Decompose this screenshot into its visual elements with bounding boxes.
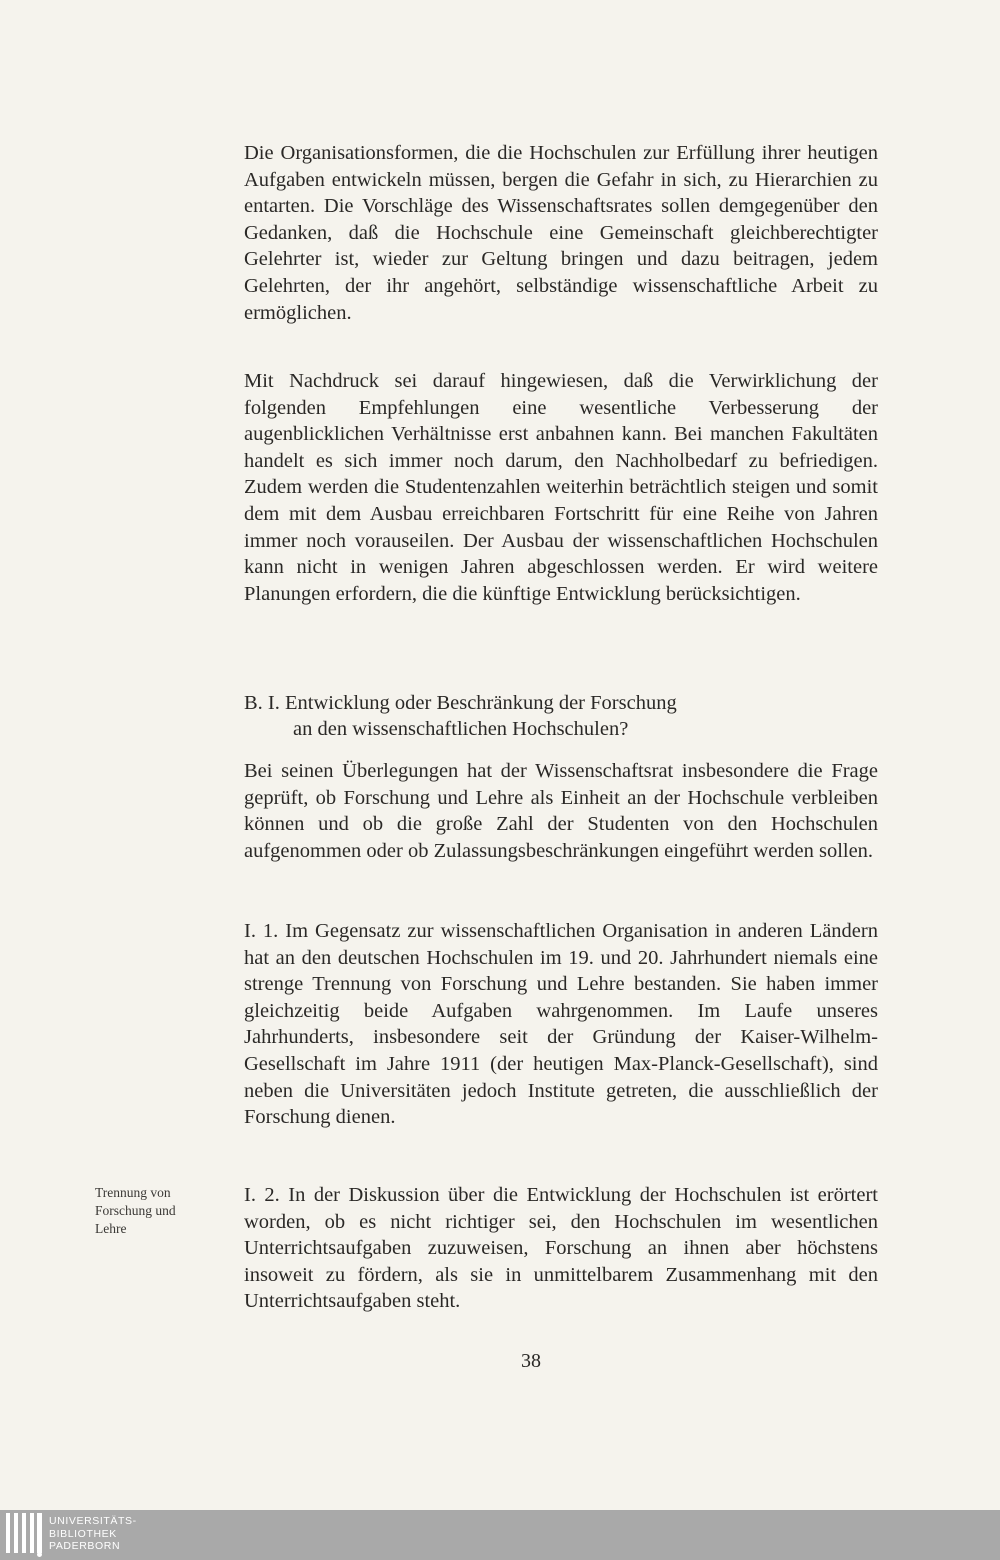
library-name [49, 1515, 137, 1553]
page-number: 38 [521, 1350, 541, 1372]
library-name-line-1: UNIVERSITÄTS- [49, 1515, 137, 1527]
margin-note-line-2: Forschung und [95, 1203, 176, 1218]
margin-note-line-1: Trennung von [95, 1185, 171, 1200]
logo-dot-icon [37, 1552, 42, 1557]
library-name-line-3: PADERBORN [49, 1540, 121, 1552]
section-heading-line-2: an den wissenschaftlichen Hochschulen? [293, 718, 629, 740]
section-heading-b-i [244, 690, 884, 742]
library-name-line-2: BIBLIOTHEK [49, 1527, 117, 1540]
paragraph-organisationsformen: Die Organisationsformen, die die Hochschulen zur Erfüllung ihrer heutigen Aufgaben entwickeln müssen, bergen die Gefahr in sich, zu Hierarchien zu entarten. Die Vorschläge des Wissenschaftsrates sollen demgegenüber den Gedanken, daß die Hochschule eine Gemeinschaft gleichberechtigter Gelehrter ist, wieder zur Geltung bringen und dazu beitragen, jedem Gelehrten, der ihr angehört, selbständige wissenschaftliche Arbeit zu ermöglichen. [244, 142, 878, 324]
margin-note-line-3: Lehre [95, 1221, 127, 1236]
paragraph-i-2: I. 2. In der Diskussion über die Entwicklung der Hochschulen ist erörtert worden, ob es nicht richtiger sei, den Hochschulen im wesentlichen Unterrichtsaufgaben zuzuweisen, Forschung an ihnen aber höchstens insoweit zu fördern, als sie in unmittelbarem Zusammenhang mit den Unterrichtsaufgaben steht. [244, 1184, 878, 1313]
paragraph-nachdruck: Mit Nachdruck sei darauf hingewiesen, daß die Verwirklichung der folgenden Empfehlungen eine wesentliche Verbesserung der augenblicklichen Verhältnisse erst anbahnen kann. Bei manchen Fakultäten handelt es sich immer noch darum, den Nachholbedarf zu befriedigen. Zudem werden die Studentenzahlen weiterhin beträchtlich steigen und somit dem mit dem Ausbau erreichbaren Fortschritt für eine Reihe von Jahren immer noch vorauseilen. Der Ausbau der wissenschaftlichen Hochschulen kann nicht in wenigen Jahren abgeschlossen werden. Er wird weitere Planungen erfordern, die die künftige Entwicklung berücksichtigen. [244, 370, 878, 605]
library-footer-bar [0, 1510, 1000, 1560]
paragraph-i-1: I. 1. Im Gegensatz zur wissenschaftlichen Organisation in anderen Ländern hat an den deutschen Hochschulen im 19. und 20. Jahrhundert niemals eine strenge Trennung von Forschung und Lehre bestanden. Sie haben immer gleichzeitig beide Aufgaben wahrgenommen. Im Laufe unseres Jahrhunderts, insbesondere seit der Gründung der Kaiser-Wilhelm-Gesellschaft im Jahre 1911 (der heutigen Max-Planck-Gesellschaft), sind neben die Universitäten jedoch Institute getreten, die ausschließlich der Forschung dienen. [244, 920, 878, 1129]
paragraph-ueberlegungen: Bei seinen Überlegungen hat der Wissenschaftsrat insbesondere die Frage geprüft, ob Forschung und Lehre als Einheit an der Hochschule verbleiben können und ob die große Zahl der Studenten von den Hochschulen aufgenommen oder ob Zulassungsbeschränkungen eingeführt werden sollen. [244, 760, 878, 862]
library-barcode-logo-icon [6, 1513, 42, 1557]
margin-note [95, 1184, 205, 1238]
section-heading-line-1: B. I. Entwicklung oder Beschränkung der Forschung [244, 692, 677, 714]
